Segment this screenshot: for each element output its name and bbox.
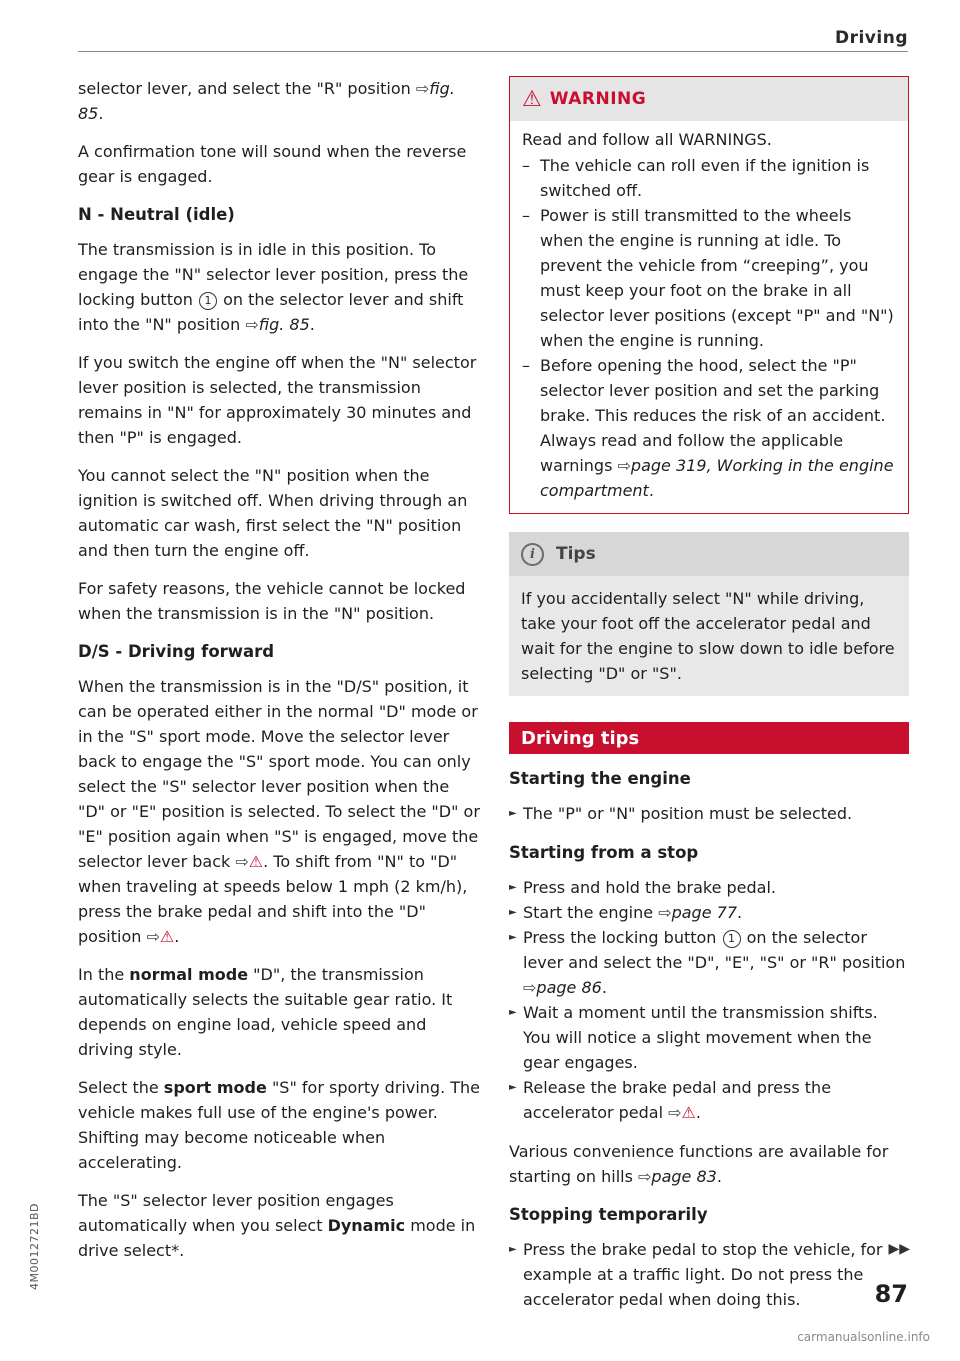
circled-number-icon: 1 [199, 292, 217, 310]
bullet-item: ► Press and hold the brake pedal. [509, 875, 909, 900]
warning-item: – The vehicle can roll even if the ignition is switched off. [522, 153, 896, 203]
paragraph: When the transmission is in the "D/S" position, it can be operated either in the normal "D" mode or in the "S" sport mode. Move the selector lever back to engage the "S" sport mode. You can only select the "S" selector lever position when the "D" or "E" position is selected. To select the "D" or "E" position again when "S" is engaged, move the selector lever back ⇨⚠. To shift from "N" to "D" when traveling at speeds below 1 mph (2 km/h), press the brake pedal and shift into the "D" position ⇨⚠. [78, 674, 480, 949]
paragraph: Select the sport mode "S" for sporty driving. The vehicle makes full use of the engine's power. Shifting may become noticeable when accelerating. [78, 1078, 480, 1172]
left-column [78, 76, 480, 1276]
arrow-right-icon: ⇨ [658, 903, 672, 922]
bullet-item: ► Wait a moment until the transmission shifts. You will notice a slight movement when the gear engages. [509, 1000, 909, 1075]
header-rule [78, 51, 908, 52]
paragraph: In the normal mode "D", the transmission automatically selects the suitable gear ratio. It depends on engine load, vehicle speed and driving style. [78, 965, 453, 1059]
info-icon: i [521, 543, 544, 566]
page-number: 87 [874, 1280, 908, 1308]
heading-starting-from-stop: Starting from a stop [509, 843, 699, 862]
arrow-right-icon: ⇨ [146, 927, 160, 946]
heading-starting-engine: Starting the engine [509, 769, 691, 788]
paragraph: The transmission is in idle in this position. To engage the "N" selector lever position, press the locking button 1 on the selector lever and shift into the "N" position ⇨fig. 85. [78, 240, 469, 334]
page-reference[interactable]: page 83 [651, 1167, 717, 1186]
arrow-right-icon: ⇨ [668, 1103, 682, 1122]
section-title-driving-tips: Driving tips [509, 722, 909, 754]
warning-header [510, 77, 908, 121]
arrow-right-icon: ⇨ [245, 315, 259, 334]
heading-neutral: N - Neutral (idle) [78, 205, 235, 224]
arrow-right-icon: ⇨ [638, 1167, 652, 1186]
arrow-right-icon: ⇨ [415, 79, 430, 98]
document-code: 4M0012721BD [28, 1203, 41, 1290]
bullet-item: ► Press the brake pedal to stop the vehicle, for example at a traffic light. Do not press the accelerator pedal when doing this. [509, 1237, 909, 1312]
tips-body: If you accidentally select "N" while driving, take your foot off the accelerator pedal and wait for the engine to slow down to idle before selecting "D" or "S". [521, 589, 895, 683]
figure-reference[interactable]: fig. 85 [78, 79, 455, 123]
warning-intro: Read and follow all WARNINGS. [522, 130, 772, 149]
heading-driving-forward: D/S - Driving forward [78, 642, 275, 661]
warning-label: WARNING [549, 89, 647, 109]
tips-header [509, 532, 909, 576]
warning-icon[interactable]: ⚠ [248, 852, 264, 871]
tips-label: Tips [556, 544, 596, 564]
arrow-right-icon: ⇨ [523, 978, 537, 997]
figure-reference[interactable]: fig. 85 [258, 315, 310, 334]
bullet-item: ► Start the engine ⇨page 77. [509, 900, 909, 925]
warning-item: – Before opening the hood, select the "P" selector lever position and set the parking brake. This reduces the risk of an accident. Always read and follow the applicable warnings ⇨page 319, Working in the engine compartment. [522, 353, 896, 503]
paragraph: You cannot select the "N" position when the ignition is switched off. When driving through an automatic car wash, first select the "N" position and then turn the engine off. [78, 466, 468, 560]
circled-number-icon: 1 [723, 930, 741, 948]
bullet-item: ► The "P" or "N" position must be selected. [509, 801, 909, 826]
warning-icon[interactable]: ⚠ [159, 927, 175, 946]
bullet-item: ► Press the locking button 1 on the selector lever and select the "D", "E", "S" or "R" position ⇨page 86. [509, 925, 909, 1000]
continue-arrow-icon: ▶▶ [888, 1241, 910, 1257]
paragraph: The "S" selector lever position engages automatically when you select Dynamic mode in drive select*. [78, 1191, 476, 1260]
warning-box [509, 76, 909, 514]
arrow-right-icon: ⇨ [617, 456, 631, 475]
watermark: carmanualsonline.info [797, 1330, 930, 1344]
paragraph: For safety reasons, the vehicle cannot be locked when the transmission is in the "N" position. [78, 579, 466, 623]
section-header: Driving [834, 28, 908, 48]
bullet-item: ► Release the brake pedal and press the accelerator pedal ⇨⚠. [509, 1075, 909, 1125]
tips-box [509, 532, 909, 696]
heading-stopping-temporarily: Stopping temporarily [509, 1205, 708, 1224]
page-reference[interactable]: page 319, Working in the engine compartment [540, 456, 894, 500]
paragraph: A confirmation tone will sound when the reverse gear is engaged. [78, 142, 467, 186]
paragraph: selector lever, and select the "R" position ⇨fig. 85. [78, 79, 455, 123]
page-reference[interactable]: page 77 [671, 903, 737, 922]
paragraph: If you switch the engine off when the "N" selector lever position is selected, the transmission remains in "N" for approximately 30 minutes and then "P" is engaged. [78, 353, 477, 447]
warning-triangle-icon: ⚠ [522, 86, 542, 112]
arrow-right-icon: ⇨ [235, 852, 249, 871]
warning-icon[interactable]: ⚠ [681, 1103, 696, 1122]
page-reference[interactable]: page 86 [536, 978, 602, 997]
warning-item: – Power is still transmitted to the wheels when the engine is running at idle. To prevent the vehicle from “creeping”, you must keep your foot on the brake in all selector lever positions (except "P" and "N") when the engine is running. [522, 203, 896, 353]
paragraph: Various convenience functions are available for starting on hills ⇨page 83. [509, 1142, 889, 1186]
right-column [509, 76, 909, 1312]
warning-body [510, 121, 908, 513]
